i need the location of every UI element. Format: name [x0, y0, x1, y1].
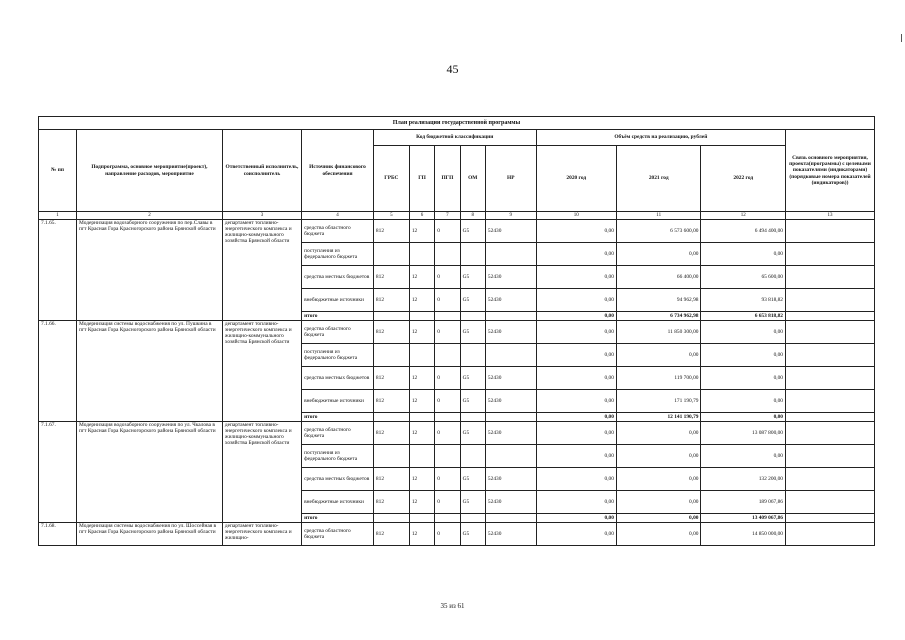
code-grbs: 812 [373, 491, 409, 514]
funding-source: поступления из федерального бюджета [302, 243, 374, 266]
header-num: № пп [39, 130, 77, 212]
total-2021: 6 734 962,98 [616, 312, 701, 321]
total-2022: 0,00 [701, 413, 786, 422]
funding-source: средства областного бюджета [302, 523, 374, 546]
code-gp: 12 [409, 523, 434, 546]
total-code-empty [409, 312, 434, 321]
amount-2021: 6 573 600,00 [616, 220, 701, 243]
amount-2021: 119 700,00 [616, 367, 701, 390]
code-gp [409, 243, 434, 266]
total-code-empty [373, 514, 409, 523]
item-number: 7.1.65. [39, 220, 77, 321]
funding-source: средства местных бюджетов [302, 367, 374, 390]
header-funding: Объём средств на реализацию, рублей [536, 130, 785, 146]
code-pgp: 0 [435, 266, 460, 289]
total-label: итого [302, 312, 374, 321]
amount-2021: 66 400,00 [616, 266, 701, 289]
indicator-link [786, 220, 875, 243]
item-responsible: департамент топливно-энергетического комплекса и жилищно-коммунального хозяйства Брянской области [222, 321, 301, 422]
amount-2020: 0,00 [536, 491, 616, 514]
code-gp [409, 445, 434, 468]
code-om: G5 [460, 289, 485, 312]
column-number: 6 [409, 212, 434, 220]
header-subprogram: Подпрограмма, основное мероприятие(проект), направление расходов, мероприятие [77, 130, 223, 212]
code-gp: 12 [409, 266, 434, 289]
total-label: итого [302, 514, 374, 523]
code-gp: 12 [409, 367, 434, 390]
item-name: Модернизация водозаборного сооружения по ул. Чкалова в пгт Красная Гора Красногорского района Брянской области [77, 422, 223, 523]
total-code-empty [435, 413, 460, 422]
funding-source: средства областного бюджета [302, 220, 374, 243]
code-grbs: 812 [373, 289, 409, 312]
amount-2020: 0,00 [536, 422, 616, 445]
total-label: итого [302, 413, 374, 422]
column-number: 13 [786, 212, 875, 220]
code-gp: 12 [409, 468, 434, 491]
code-nr [485, 243, 536, 266]
amount-2022: 93 818,82 [701, 289, 786, 312]
header-link: Связь основного мероприятия, проекта(программы) с целевыми показателями (индикаторами) (порядковые номера показателей (индикаторов)) [786, 130, 875, 212]
column-number-row [39, 212, 875, 220]
header-source: Источник финансового обеспечения [302, 130, 374, 212]
total-2021: 12 141 190,79 [616, 413, 701, 422]
code-gp: 12 [409, 390, 434, 413]
amount-2021: 0,00 [616, 523, 701, 546]
indicator-link [786, 390, 875, 413]
code-pgp: 0 [435, 220, 460, 243]
code-nr: 52430 [485, 523, 536, 546]
code-grbs: 812 [373, 422, 409, 445]
total-code-empty [373, 413, 409, 422]
total-code-empty [460, 312, 485, 321]
code-om: G5 [460, 422, 485, 445]
table-row [39, 321, 875, 344]
funding-source: средства областного бюджета [302, 321, 374, 344]
code-nr: 52430 [485, 266, 536, 289]
funding-source: поступления из федерального бюджета [302, 445, 374, 468]
amount-2020: 0,00 [536, 321, 616, 344]
code-gp [409, 344, 434, 367]
code-pgp: 0 [435, 523, 460, 546]
column-number: 1 [39, 212, 77, 220]
amount-2021: 0,00 [616, 243, 701, 266]
code-om: G5 [460, 220, 485, 243]
code-grbs: 812 [373, 266, 409, 289]
indicator-link [786, 367, 875, 390]
funding-source: поступления из федерального бюджета [302, 344, 374, 367]
code-nr: 52430 [485, 468, 536, 491]
amount-2020: 0,00 [536, 220, 616, 243]
code-pgp: 0 [435, 491, 460, 514]
plan-table [38, 116, 875, 546]
amount-2022: 0,00 [701, 390, 786, 413]
code-om: G5 [460, 491, 485, 514]
header-row-groups [39, 130, 875, 146]
indicator-link [786, 514, 875, 523]
total-code-empty [409, 413, 434, 422]
header-pgp: ПГП [435, 146, 460, 212]
total-code-empty [485, 312, 536, 321]
total-2020: 0,00 [536, 413, 616, 422]
total-code-empty [409, 514, 434, 523]
indicator-link [786, 312, 875, 321]
page-number: 45 [446, 62, 459, 76]
column-number: 12 [701, 212, 786, 220]
amount-2022: 0,00 [701, 321, 786, 344]
margin-mark [901, 34, 902, 42]
amount-2020: 0,00 [536, 468, 616, 491]
total-2021: 0,00 [616, 514, 701, 523]
item-name: Модернизация водозаборного сооружения по пер.Славы в пгт Красная Гора Красногорского района Брянской области [77, 220, 223, 321]
code-grbs: 812 [373, 523, 409, 546]
column-number: 11 [616, 212, 701, 220]
table-row [39, 220, 875, 243]
table-title: План реализации государственной программы [39, 117, 875, 130]
header-2020: 2020 год [536, 146, 616, 212]
item-name: Модернизация системы водоснабжения по ул. Шоссейная в пгт Красная Гора Красногорского района Брянской области [77, 523, 223, 546]
indicator-link [786, 523, 875, 546]
code-pgp: 0 [435, 422, 460, 445]
header-nr: НР [485, 146, 536, 212]
header-om: ОМ [460, 146, 485, 212]
funding-source: внебюджетные источники [302, 390, 374, 413]
code-nr: 52430 [485, 321, 536, 344]
total-2022: 6 653 818,82 [701, 312, 786, 321]
indicator-link [786, 344, 875, 367]
code-grbs [373, 243, 409, 266]
code-nr: 52430 [485, 289, 536, 312]
code-om: G5 [460, 266, 485, 289]
total-2020: 0,00 [536, 514, 616, 523]
total-code-empty [435, 312, 460, 321]
code-grbs: 812 [373, 367, 409, 390]
code-grbs [373, 344, 409, 367]
amount-2020: 0,00 [536, 344, 616, 367]
code-om: G5 [460, 523, 485, 546]
amount-2021: 94 962,98 [616, 289, 701, 312]
code-grbs: 812 [373, 468, 409, 491]
amount-2022: 65 600,00 [701, 266, 786, 289]
item-responsible: департамент топливно-энергетического комплекса и жилищно- [222, 523, 301, 546]
code-nr [485, 344, 536, 367]
amount-2021: 171 190,79 [616, 390, 701, 413]
amount-2022: 14 850 000,00 [701, 523, 786, 546]
amount-2020: 0,00 [536, 390, 616, 413]
column-number: 5 [373, 212, 409, 220]
amount-2022: 189 067,86 [701, 491, 786, 514]
amount-2022: 0,00 [701, 243, 786, 266]
code-om [460, 445, 485, 468]
total-2022: 13 409 067,86 [701, 514, 786, 523]
code-nr [485, 445, 536, 468]
column-number: 8 [460, 212, 485, 220]
header-2022: 2022 год [701, 146, 786, 212]
column-number: 9 [485, 212, 536, 220]
item-number: 7.1.67. [39, 422, 77, 523]
indicator-link [786, 243, 875, 266]
item-number: 7.1.68. [39, 523, 77, 546]
code-grbs: 812 [373, 220, 409, 243]
funding-source: средства местных бюджетов [302, 468, 374, 491]
code-pgp: 0 [435, 321, 460, 344]
code-nr: 52430 [485, 422, 536, 445]
code-om: G5 [460, 367, 485, 390]
table-row [39, 523, 875, 546]
indicator-link [786, 445, 875, 468]
amount-2020: 0,00 [536, 289, 616, 312]
funding-source: внебюджетные источники [302, 491, 374, 514]
indicator-link [786, 422, 875, 445]
total-code-empty [460, 413, 485, 422]
amount-2020: 0,00 [536, 523, 616, 546]
code-nr: 52430 [485, 220, 536, 243]
total-code-empty [460, 514, 485, 523]
header-grbs: ГРБС [373, 146, 409, 212]
amount-2020: 0,00 [536, 243, 616, 266]
indicator-link [786, 321, 875, 344]
code-gp: 12 [409, 491, 434, 514]
total-code-empty [485, 514, 536, 523]
amount-2020: 0,00 [536, 367, 616, 390]
funding-source: средства местных бюджетов [302, 266, 374, 289]
amount-2021: 0,00 [616, 445, 701, 468]
total-code-empty [373, 312, 409, 321]
total-2020: 0,00 [536, 312, 616, 321]
code-gp: 12 [409, 321, 434, 344]
code-gp: 12 [409, 422, 434, 445]
code-om [460, 243, 485, 266]
item-name: Модернизация системы водоснабжения по ул. Пушкина в пгт Красная Гора Красногорского района Брянской области [77, 321, 223, 422]
table-title-row [39, 117, 875, 130]
amount-2022: 6 494 400,00 [701, 220, 786, 243]
indicator-link [786, 289, 875, 312]
code-om: G5 [460, 390, 485, 413]
code-om: G5 [460, 321, 485, 344]
header-budget-codes: Код бюджетной классификации [373, 130, 536, 146]
amount-2022: 0,00 [701, 445, 786, 468]
column-number: 4 [302, 212, 374, 220]
amount-2021: 0,00 [616, 491, 701, 514]
amount-2022: 132 200,00 [701, 468, 786, 491]
funding-source: внебюджетные источники [302, 289, 374, 312]
code-gp: 12 [409, 289, 434, 312]
code-pgp [435, 344, 460, 367]
total-code-empty [485, 413, 536, 422]
code-nr: 52430 [485, 367, 536, 390]
indicator-link [786, 491, 875, 514]
code-gp: 12 [409, 220, 434, 243]
indicator-link [786, 266, 875, 289]
code-pgp: 0 [435, 390, 460, 413]
item-number: 7.1.66. [39, 321, 77, 422]
column-number: 3 [222, 212, 301, 220]
code-pgp [435, 243, 460, 266]
item-responsible: департамент топливно-энергетического комплекса и жилищно-коммунального хозяйства Брянской области [222, 422, 301, 523]
total-code-empty [435, 514, 460, 523]
code-grbs [373, 445, 409, 468]
page-footer: 35 из 61 [440, 602, 465, 610]
header-2021: 2021 год [616, 146, 701, 212]
code-nr: 52430 [485, 491, 536, 514]
amount-2021: 0,00 [616, 344, 701, 367]
code-nr: 52430 [485, 390, 536, 413]
code-pgp [435, 445, 460, 468]
column-number: 2 [77, 212, 223, 220]
column-number: 10 [536, 212, 616, 220]
code-pgp: 0 [435, 468, 460, 491]
amount-2022: 0,00 [701, 344, 786, 367]
header-gp: ГП [409, 146, 434, 212]
item-responsible: департамент топливно-энергетического комплекса и жилищно-коммунального хозяйства Брянской области [222, 220, 301, 321]
amount-2022: 13 087 800,00 [701, 422, 786, 445]
funding-source: средства областного бюджета [302, 422, 374, 445]
amount-2021: 11 850 300,00 [616, 321, 701, 344]
amount-2021: 0,00 [616, 422, 701, 445]
code-grbs: 812 [373, 321, 409, 344]
amount-2020: 0,00 [536, 266, 616, 289]
code-om: G5 [460, 468, 485, 491]
amount-2022: 0,00 [701, 367, 786, 390]
header-responsible: Ответственный исполнитель, соисполнитель [222, 130, 301, 212]
code-grbs: 812 [373, 390, 409, 413]
indicator-link [786, 468, 875, 491]
code-om [460, 344, 485, 367]
amount-2021: 0,00 [616, 468, 701, 491]
column-number: 7 [435, 212, 460, 220]
indicator-link [786, 413, 875, 422]
code-pgp: 0 [435, 367, 460, 390]
code-pgp: 0 [435, 289, 460, 312]
table-row [39, 422, 875, 445]
amount-2020: 0,00 [536, 445, 616, 468]
